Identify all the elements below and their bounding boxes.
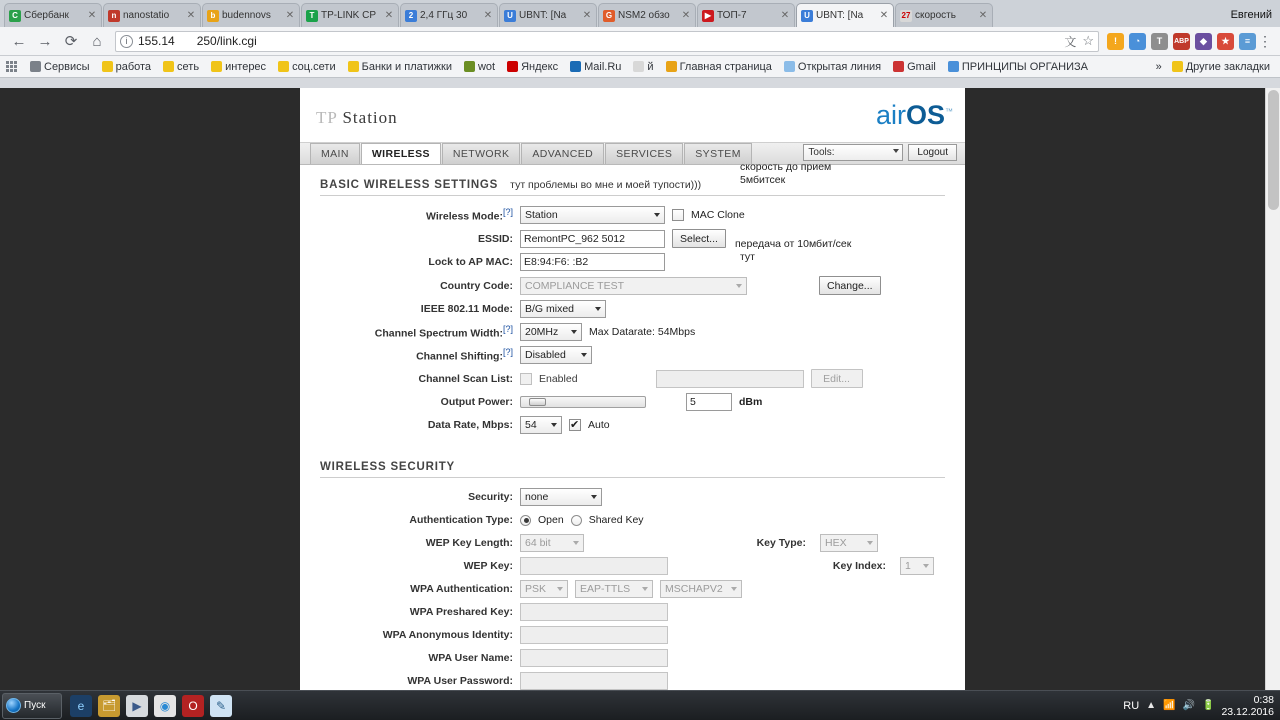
taskbar-apps <box>70 695 232 717</box>
bookmark-item[interactable] <box>26 60 94 74</box>
auth-open-label: Open <box>538 514 564 526</box>
row-wpa-user-password <box>320 672 945 690</box>
browser-tab-active[interactable] <box>796 3 894 27</box>
security-value: none <box>525 491 549 503</box>
chevron-down-icon <box>736 284 742 288</box>
wpa-auth-mschap-value: MSCHAPV2 <box>665 583 723 595</box>
bookmark-label: Gmail <box>907 60 936 73</box>
windows-orb-icon <box>6 698 21 713</box>
chevron-down-icon <box>571 330 577 334</box>
bookmark-item[interactable] <box>889 60 940 74</box>
bookmark-item[interactable] <box>629 60 657 74</box>
forward-icon[interactable]: → <box>37 32 53 50</box>
channel-scan-edit-button: Edit... <box>811 369 863 388</box>
label-data-rate: Data Rate, Mbps: <box>427 419 513 431</box>
logout-button[interactable]: Logout <box>908 144 957 161</box>
label-essid: ESSID: <box>477 232 513 245</box>
url-text-left: 155.14 <box>138 34 175 48</box>
channel-scan-list-input <box>656 370 804 388</box>
section-annotation: тут проблемы во мне и моей тупости))) <box>510 179 702 191</box>
bookmark-item[interactable] <box>566 60 625 74</box>
lock-ap-mac-input[interactable]: E8:94:F6: :B2 <box>520 253 665 271</box>
tab-title: скорость <box>915 10 956 21</box>
row-output-power <box>320 393 945 411</box>
label-key-type: Key Type: <box>756 537 806 549</box>
data-rate-auto-label: Auto <box>588 419 610 431</box>
clock-date: 23.12.2016 <box>1221 705 1274 718</box>
wireless-mode-select[interactable] <box>520 206 665 224</box>
chevron-down-icon <box>923 564 929 568</box>
address-bar[interactable] <box>115 31 1099 52</box>
tab-system[interactable]: SYSTEM <box>684 143 752 164</box>
row-channel-shifting <box>320 346 945 364</box>
wpa-anonymous-identity-input <box>520 626 668 644</box>
browser-tab[interactable] <box>301 3 399 27</box>
media-player-icon[interactable]: ▶ <box>126 695 148 717</box>
bookmark-item[interactable] <box>503 60 562 74</box>
label-wpa-user-password: WPA User Password: <box>407 675 513 687</box>
label-wpa-authentication: WPA Authentication: <box>410 583 513 595</box>
slider-knob[interactable] <box>529 398 546 406</box>
reload-icon[interactable]: ⟳ <box>64 33 78 50</box>
label-channel-shifting <box>320 347 520 363</box>
language-indicator[interactable]: RU <box>1123 699 1140 712</box>
channel-scan-list-checkbox[interactable] <box>520 373 532 385</box>
page-background <box>0 88 1265 690</box>
tab-title: ТОП-7 <box>717 10 747 21</box>
wpa-auth-mschap-select <box>660 580 742 598</box>
chevron-down-icon <box>551 423 557 427</box>
essid-input[interactable]: RemontPC_962 5012 <box>520 230 665 248</box>
annotation-download-value: 5мбитсек <box>740 174 786 186</box>
security-select[interactable] <box>520 488 602 506</box>
bookmark-item[interactable] <box>344 60 456 74</box>
auth-open-radio[interactable] <box>520 515 531 526</box>
bookmark-item[interactable] <box>159 60 203 74</box>
airos-content <box>300 161 965 690</box>
channel-shifting-value: Disabled <box>525 349 566 361</box>
tab-favicon: U <box>801 10 813 22</box>
airos-page <box>300 88 965 690</box>
label-channel-scan-list: Channel Scan List: <box>418 372 513 385</box>
tab-close-icon[interactable]: ✕ <box>582 10 592 21</box>
extension-icon[interactable]: T <box>1151 33 1168 50</box>
tab-title: TP-LINK CP <box>321 10 377 21</box>
page-scrollbar[interactable] <box>1265 88 1280 690</box>
bookmark-item[interactable] <box>98 60 155 74</box>
tab-title: NSM2 обзо <box>618 10 670 21</box>
volume-icon[interactable]: 🔊 <box>1182 700 1195 711</box>
network-icon[interactable]: 📶 <box>1163 700 1176 711</box>
bookmark-label: Главная страница <box>679 60 772 73</box>
brand-name: Station <box>342 108 398 127</box>
tab-close-icon[interactable]: ✕ <box>879 10 889 21</box>
tab-main[interactable]: MAIN <box>310 143 360 164</box>
wireless-mode-value: Station <box>525 209 558 221</box>
browser-tab[interactable] <box>202 3 300 27</box>
row-wpa-user-name <box>320 649 945 667</box>
chevron-down-icon <box>731 587 737 591</box>
select-button[interactable]: Select... <box>672 229 726 248</box>
wpa-auth-eap-value: EAP-TTLS <box>580 583 631 595</box>
label-text: Channel Spectrum Width: <box>374 327 503 340</box>
tab-favicon: 2 <box>405 10 417 22</box>
row-wpa-preshared-key <box>320 603 945 621</box>
back-icon[interactable]: ← <box>11 32 27 50</box>
channel-spectrum-value: 20MHz <box>525 326 559 338</box>
annotation-here: тут <box>740 251 755 263</box>
row-ieee-mode <box>320 300 945 318</box>
chevron-down-icon <box>893 149 899 153</box>
bookmark-item[interactable] <box>460 60 499 74</box>
extension-icon[interactable]: ◆ <box>1195 33 1212 50</box>
device-brand <box>316 108 398 128</box>
chrome-icon[interactable]: ◉ <box>154 695 176 717</box>
browser-toolbar <box>0 27 1280 56</box>
tools-dropdown[interactable] <box>803 144 903 161</box>
extension-icon[interactable]: ! <box>1107 33 1124 50</box>
country-code-select <box>520 277 747 295</box>
paint-icon[interactable]: ✎ <box>210 695 232 717</box>
tab-title: UBNT: [Na <box>816 10 864 21</box>
label-auth-type: Authentication Type: <box>409 514 513 526</box>
annotation-download-speed: скорость до прием <box>740 161 832 173</box>
tab-favicon: b <box>207 10 219 22</box>
change-button[interactable]: Change... <box>819 276 881 295</box>
row-channel-scan-list <box>320 369 945 388</box>
apps-grid-icon[interactable] <box>6 61 18 73</box>
auth-shared-label: Shared Key <box>588 514 644 526</box>
row-wep-key-length <box>320 534 945 552</box>
basic-wireless-section-title <box>320 179 945 196</box>
bookmark-item[interactable] <box>274 60 340 74</box>
label-wep-key-length: WEP Key Length: <box>425 537 513 549</box>
wpa-auth-eap-select <box>575 580 653 598</box>
bookmark-item[interactable] <box>207 60 270 74</box>
row-wep-key <box>320 557 945 575</box>
row-channel-spectrum-width <box>320 323 945 341</box>
section-title-text: BASIC WIRELESS SETTINGS <box>320 179 499 191</box>
battery-icon[interactable]: 🔋 <box>1201 700 1215 711</box>
label-channel-spectrum-width <box>320 324 520 340</box>
data-rate-value: 54 <box>525 419 537 431</box>
bookmark-item[interactable] <box>780 60 885 74</box>
page-viewport <box>0 88 1280 690</box>
url-text-right: 250/link.cgi <box>196 34 257 48</box>
tab-close-icon[interactable]: ✕ <box>186 10 196 21</box>
tab-close-icon[interactable]: ✕ <box>681 10 691 21</box>
wpa-user-name-input <box>520 649 668 667</box>
help-icon[interactable]: [?] <box>502 324 513 335</box>
start-label: Пуск <box>24 700 46 711</box>
country-code-value: COMPLIANCE TEST <box>525 279 624 292</box>
browser-tab[interactable] <box>895 3 993 27</box>
tab-favicon: U <box>504 10 516 22</box>
internet-explorer-icon[interactable]: e <box>70 695 92 717</box>
label-security: Security: <box>468 491 513 503</box>
data-rate-select[interactable] <box>520 416 562 434</box>
tab-favicon: С <box>9 10 21 22</box>
tab-services[interactable]: SERVICES <box>605 143 683 164</box>
profile-area[interactable] <box>1231 3 1280 27</box>
help-icon[interactable]: [?] <box>502 207 513 218</box>
logo-tm: ™ <box>945 107 953 116</box>
bookmark-label: wot <box>477 60 496 73</box>
opera-icon[interactable]: O <box>182 695 204 717</box>
output-power-input[interactable]: 5 <box>686 393 732 411</box>
mac-clone-label: MAC Clone <box>691 209 745 221</box>
tab-favicon: ▶ <box>702 10 714 22</box>
brand-prefix: TP <box>316 108 338 127</box>
bookmark-item[interactable] <box>944 60 1092 74</box>
bookmark-label: Сервисы <box>44 60 90 73</box>
clock[interactable] <box>1221 694 1274 718</box>
bookmark-label: й <box>647 60 654 73</box>
bookmark-label: Банки и платижки <box>361 60 452 73</box>
label-wpa-anonymous-identity: WPA Anonymous Identity: <box>382 629 513 641</box>
row-auth-type <box>320 511 945 529</box>
airos-tabbar <box>300 143 965 165</box>
ieee-mode-value: B/G mixed <box>525 303 575 315</box>
tab-wireless[interactable]: WIRELESS <box>361 143 441 164</box>
output-power-unit: dBm <box>739 396 763 408</box>
browser-tab[interactable] <box>4 3 102 27</box>
channel-spectrum-select[interactable] <box>520 323 582 341</box>
tab-network[interactable]: NETWORK <box>442 143 520 164</box>
tab-favicon: G <box>603 10 615 22</box>
extension-icon[interactable]: ABP <box>1173 33 1190 50</box>
channel-shifting-select[interactable] <box>520 346 592 364</box>
bookmark-label: Открытая линия <box>797 60 882 73</box>
data-rate-auto-checkbox[interactable] <box>569 419 581 431</box>
bookmark-label: Яндекс <box>521 60 559 73</box>
label-wireless-mode <box>320 207 520 223</box>
tab-title: Сбербанк <box>24 10 69 21</box>
bookmark-star-icon[interactable]: ☆ <box>1082 33 1094 48</box>
extension-icon[interactable]: ◔ <box>1129 33 1146 50</box>
chrome-menu-icon[interactable]: ⋮ <box>1258 32 1272 49</box>
extension-icon[interactable]: ★ <box>1217 33 1234 50</box>
row-wpa-authentication <box>320 580 945 598</box>
tab-title: 2,4 ГГц 30 <box>420 10 468 21</box>
overflow-chevron-icon[interactable]: » <box>1155 60 1162 73</box>
bookmarks-overflow[interactable] <box>1156 60 1274 74</box>
wpa-user-password-input <box>520 672 668 690</box>
tab-advanced[interactable]: ADVANCED <box>521 143 604 164</box>
browser-tab[interactable] <box>598 3 696 27</box>
browser-tab[interactable] <box>400 3 498 27</box>
extension-icon[interactable]: ≡ <box>1239 33 1256 50</box>
tab-favicon: T <box>306 10 318 22</box>
chevron-down-icon <box>595 307 601 311</box>
page-info-icon[interactable]: i <box>120 35 133 48</box>
row-lock-ap-mac <box>320 253 945 271</box>
label-wep-key: WEP Key: <box>463 560 513 572</box>
label-text: Channel Shifting: <box>416 350 503 363</box>
key-index-select <box>900 557 934 575</box>
tab-close-icon[interactable]: ✕ <box>384 10 394 21</box>
airos-logo <box>876 100 953 131</box>
row-wireless-mode <box>320 206 945 224</box>
tab-title: UBNT: [Na <box>519 10 567 21</box>
file-explorer-icon[interactable]: 🗂 <box>98 695 120 717</box>
chevron-down-icon <box>642 587 648 591</box>
browser-tab[interactable] <box>499 3 597 27</box>
key-type-select <box>820 534 878 552</box>
row-wpa-anonymous-identity <box>320 626 945 644</box>
translate-icon[interactable]: 文 <box>1064 34 1077 49</box>
label-key-index: Key Index: <box>832 560 886 572</box>
tab-close-icon[interactable]: ✕ <box>87 10 97 21</box>
label-lock-ap-mac: Lock to AP MAC: <box>428 256 513 268</box>
wpa-auth-psk-select <box>520 580 568 598</box>
wpa-preshared-key-input <box>520 603 668 621</box>
logo-air-text: air <box>875 100 906 130</box>
annotation-upload-speed: передача от 10мбит/сек <box>735 238 852 250</box>
logo-os-text: OS <box>905 100 945 130</box>
tab-title: nanostatio <box>123 10 170 21</box>
start-button[interactable] <box>2 693 62 719</box>
auth-shared-radio[interactable] <box>571 515 582 526</box>
bookmark-label: ПРИНЦИПЫ ОРГАНИЗА <box>961 60 1088 73</box>
tab-close-icon[interactable]: ✕ <box>285 10 295 21</box>
bookmark-label: Mail.Ru <box>584 60 622 73</box>
row-country-code <box>320 276 945 295</box>
section-title-text: WIRELESS SECURITY <box>320 461 456 473</box>
chevron-down-icon <box>557 587 563 591</box>
bookmarks-bar <box>0 56 1280 78</box>
other-bookmarks-item[interactable] <box>1168 60 1274 74</box>
label-output-power: Output Power: <box>440 396 513 408</box>
tools-label: Tools: <box>808 147 835 158</box>
chevron-down-icon <box>867 541 873 545</box>
mac-clone-checkbox[interactable] <box>672 209 684 221</box>
label-wpa-user-name: WPA User Name: <box>428 652 513 664</box>
label-text: Wireless Mode: <box>426 210 503 223</box>
wep-key-length-select <box>520 534 584 552</box>
extension-icons <box>1104 33 1256 50</box>
tab-close-icon[interactable]: ✕ <box>780 10 790 21</box>
ieee-mode-select[interactable] <box>520 300 606 318</box>
system-tray <box>1123 694 1280 718</box>
windows-taskbar <box>0 690 1280 720</box>
other-bookmarks-label: Другие закладки <box>1185 60 1270 73</box>
max-datarate-text: Max Datarate: 54Mbps <box>589 326 696 338</box>
key-index-value: 1 <box>905 560 911 572</box>
home-icon[interactable]: ⌂ <box>92 32 102 50</box>
chevron-down-icon <box>573 541 579 545</box>
tab-favicon: n <box>108 10 120 22</box>
show-hidden-icons-icon[interactable]: ▲ <box>1146 700 1157 711</box>
row-data-rate <box>320 416 945 434</box>
help-icon[interactable]: [?] <box>502 347 513 358</box>
bookmark-label: сеть <box>177 60 200 73</box>
browser-tab[interactable] <box>697 3 795 27</box>
output-power-slider[interactable] <box>520 396 646 408</box>
label-wpa-preshared-key: WPA Preshared Key: <box>409 606 513 618</box>
chevron-down-icon <box>581 353 587 357</box>
wireless-security-section-title <box>320 461 945 478</box>
wep-key-input <box>520 557 668 575</box>
clock-time: 0:38 <box>1253 693 1274 706</box>
tab-close-icon[interactable]: ✕ <box>483 10 493 21</box>
browser-tab[interactable] <box>103 3 201 27</box>
airos-header <box>300 88 965 143</box>
user-name: Евгений <box>1230 9 1272 21</box>
channel-scan-list-enabled-label: Enabled <box>539 372 578 385</box>
bookmark-label: соц.сети <box>292 60 336 73</box>
row-security <box>320 488 945 506</box>
chevron-down-icon <box>654 213 660 217</box>
bookmark-item[interactable] <box>662 60 776 74</box>
bookmark-label: интерес <box>225 60 267 73</box>
scrollbar-thumb[interactable] <box>1268 90 1279 210</box>
tab-title: budennovs <box>222 10 271 21</box>
tab-close-icon[interactable]: ✕ <box>978 10 988 21</box>
tab-strip <box>0 0 1280 27</box>
wpa-auth-psk-value: PSK <box>525 583 547 595</box>
chevron-down-icon <box>591 495 597 499</box>
label-ieee-mode: IEEE 802.11 Mode: <box>420 303 513 315</box>
key-type-value: HEX <box>825 537 847 549</box>
wep-key-length-value: 64 bit <box>525 537 551 549</box>
label-country-code: Country Code: <box>440 279 513 292</box>
bookmark-label: работа <box>115 60 152 73</box>
tab-favicon: 27 <box>901 10 911 20</box>
